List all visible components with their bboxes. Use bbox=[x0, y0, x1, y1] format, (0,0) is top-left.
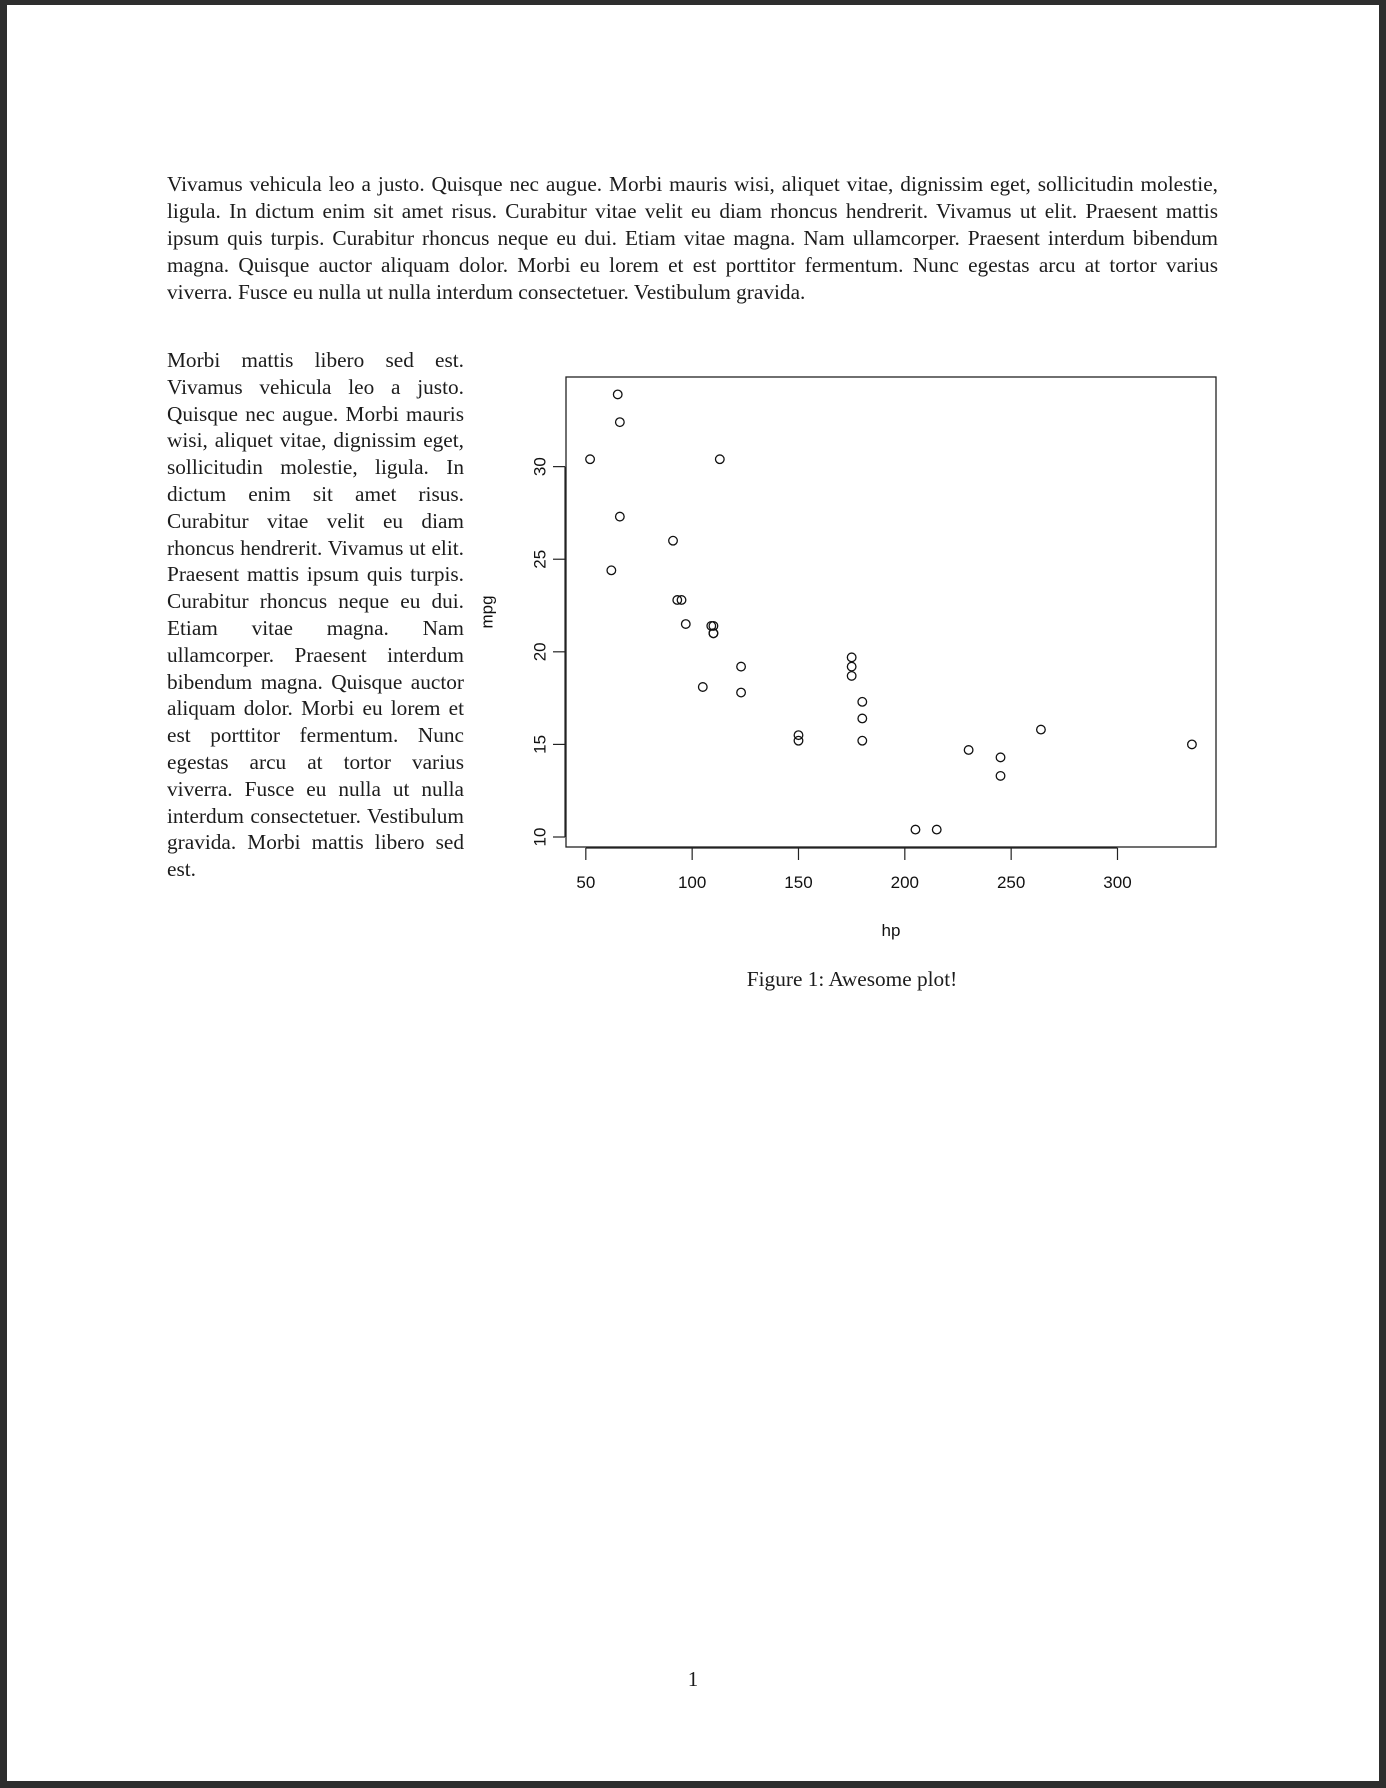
data-point bbox=[709, 629, 718, 638]
data-point bbox=[858, 736, 867, 745]
document-page bbox=[7, 5, 1379, 1781]
data-point bbox=[932, 825, 941, 834]
y-tick-label: 20 bbox=[530, 642, 550, 662]
x-tick-label: 150 bbox=[784, 873, 813, 892]
data-point bbox=[607, 566, 616, 575]
data-point bbox=[716, 455, 725, 464]
data-point bbox=[613, 390, 622, 399]
data-point bbox=[737, 662, 746, 671]
data-point bbox=[616, 512, 625, 521]
figure-caption: Figure 1: Awesome plot! bbox=[746, 967, 958, 991]
data-point bbox=[858, 714, 867, 723]
data-point bbox=[737, 688, 746, 697]
x-tick-label: 100 bbox=[677, 873, 707, 892]
data-point bbox=[794, 736, 803, 745]
y-axis bbox=[531, 457, 566, 846]
data-point bbox=[709, 629, 718, 638]
plot-frame bbox=[566, 377, 1216, 847]
x-axis-label: hp bbox=[881, 921, 901, 940]
data-point bbox=[616, 418, 625, 427]
y-tick-label: 25 bbox=[530, 549, 550, 569]
data-point bbox=[707, 622, 716, 631]
data-point bbox=[847, 672, 856, 681]
data-point bbox=[709, 622, 718, 631]
data-point bbox=[858, 698, 867, 707]
x-tick-label: 300 bbox=[1103, 873, 1132, 892]
data-point bbox=[698, 683, 707, 692]
y-tick-label: 10 bbox=[530, 827, 550, 847]
data-point bbox=[586, 455, 595, 464]
data-point bbox=[677, 596, 686, 605]
data-points bbox=[586, 390, 1196, 834]
data-point bbox=[681, 620, 690, 629]
y-tick-label: 30 bbox=[530, 457, 550, 477]
data-point bbox=[847, 653, 856, 662]
body-paragraph-top: Vivamus vehicula leo a justo. Quisque nec augue. Morbi mauris wisi, aliquet vitae, dignissim eget, sollicitudin molestie, ligula. In dictum enim sit amet risus. Curabitur vitae velit eu diam rhoncus hendrerit. Vivamus ut elit. Praesent mattis ipsum quis turpis. Curabitur rhoncus neque eu dui. Etiam vitae magna. Nam ullamcorper. Praesent interdum bibendum magna. Quisque auctor aliquam dolor. Morbi eu lorem et est porttitor fermentum. Nunc egestas arcu at tortor varius viverra. Fusce eu nulla ut nulla interdum consectetuer. Vestibulum gravida. bbox=[167, 172, 1218, 304]
x-tick-label: 200 bbox=[890, 873, 920, 892]
x-axis bbox=[576, 848, 1131, 892]
data-point bbox=[847, 662, 856, 671]
data-point bbox=[794, 731, 803, 740]
data-point bbox=[964, 746, 973, 755]
x-tick-label: 250 bbox=[996, 873, 1026, 892]
data-point bbox=[911, 825, 920, 834]
data-point bbox=[996, 772, 1005, 781]
data-point bbox=[1037, 725, 1046, 734]
data-point bbox=[673, 596, 682, 605]
y-tick-label: 15 bbox=[530, 734, 550, 754]
page-number: 1 bbox=[687, 1667, 699, 1691]
data-point bbox=[669, 536, 678, 545]
y-axis-label: mpg bbox=[477, 595, 497, 629]
body-paragraph-wrapped: Morbi mattis libero sed est. Vivamus vehicula leo a justo. Quisque nec augue. Morbi mauris wisi, aliquet vitae, dignissim eget, sollicitudin molestie, ligula. In dictum enim sit amet risus. Curabitur vitae velit eu diam rhoncus hendrerit. Vivamus ut elit. Praesent mattis ipsum quis turpis. Curabitur rhoncus neque eu dui. Etiam vitae magna. Nam ullamcorper. Praesent interdum bibendum magna. Quisque auctor aliquam dolor. Morbi eu lorem et est porttitor fermentum. Nunc egestas arcu at tortor varius viverra. Fusce eu nulla ut nulla interdum consectetuer. Vestibulum gravida. Morbi mattis libero sed est. bbox=[167, 348, 464, 882]
data-point bbox=[1188, 740, 1197, 749]
data-point bbox=[996, 753, 1005, 762]
x-tick-label: 50 bbox=[576, 873, 596, 892]
